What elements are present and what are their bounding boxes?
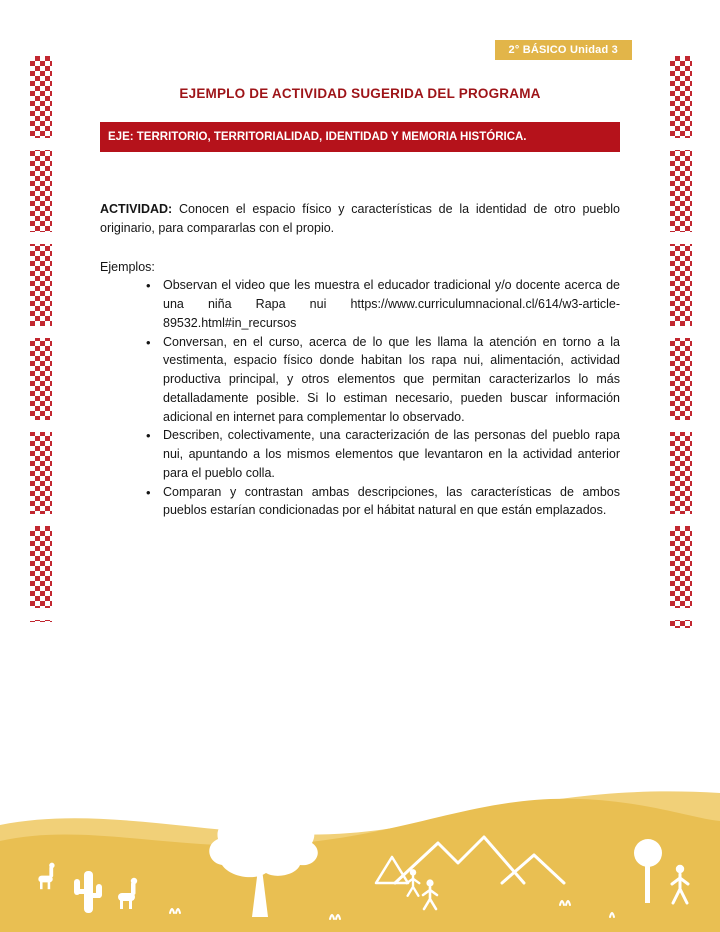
examples-list	[100, 276, 620, 520]
document-content	[100, 86, 620, 520]
textile-border-left	[30, 56, 52, 622]
list-item: • Describen, colectivamente, una caracterización de las personas del pueblo rapa nui, apuntando a los mismos elementos que levantaron en la actividad anterior para el pueblo colla.	[163, 426, 620, 482]
list-item: • Observan el video que les muestra el educador tradicional y/o docente acerca de una niña Rapa nui https://www.curriculumnacional.cl/614/w3-article-89532.html#in_recursos	[163, 276, 620, 332]
footer-landscape	[0, 737, 720, 932]
footer-illustration	[0, 737, 720, 932]
activity-paragraph	[100, 200, 620, 238]
activity-label: ACTIVIDAD:	[100, 202, 173, 216]
list-item: • Conversan, en el curso, acerca de lo que les llama la atención en torno a la vestimenta, espacio físico donde habitan los rapa nui, alimentación, actividad productiva principal, y otros elementos que permitan caracterizarlos lo más detalladamente posible. Si lo estiman necesario, pueden buscar información adicional en internet para complementar lo observado.	[163, 333, 620, 427]
unit-badge: 2° BÁSICO Unidad 3	[495, 40, 632, 60]
page-title: EJEMPLO DE ACTIVIDAD SUGERIDA DEL PROGRAMA	[179, 86, 541, 101]
activity-text: Conocen el espacio físico y características de la identidad de otro pueblo originario, para compararlas con el propio.	[100, 202, 620, 235]
eje-banner: EJE: TERRITORIO, TERRITORIALIDAD, IDENTIDAD Y MEMORIA HISTÓRICA.	[100, 122, 620, 152]
textile-border-right	[670, 56, 692, 628]
examples-label: Ejemplos:	[100, 259, 155, 274]
list-item: • Comparan y contrastan ambas descripciones, las características de ambos pueblos estarían condicionadas por el hábitat natural en que están emplazados.	[163, 483, 620, 521]
